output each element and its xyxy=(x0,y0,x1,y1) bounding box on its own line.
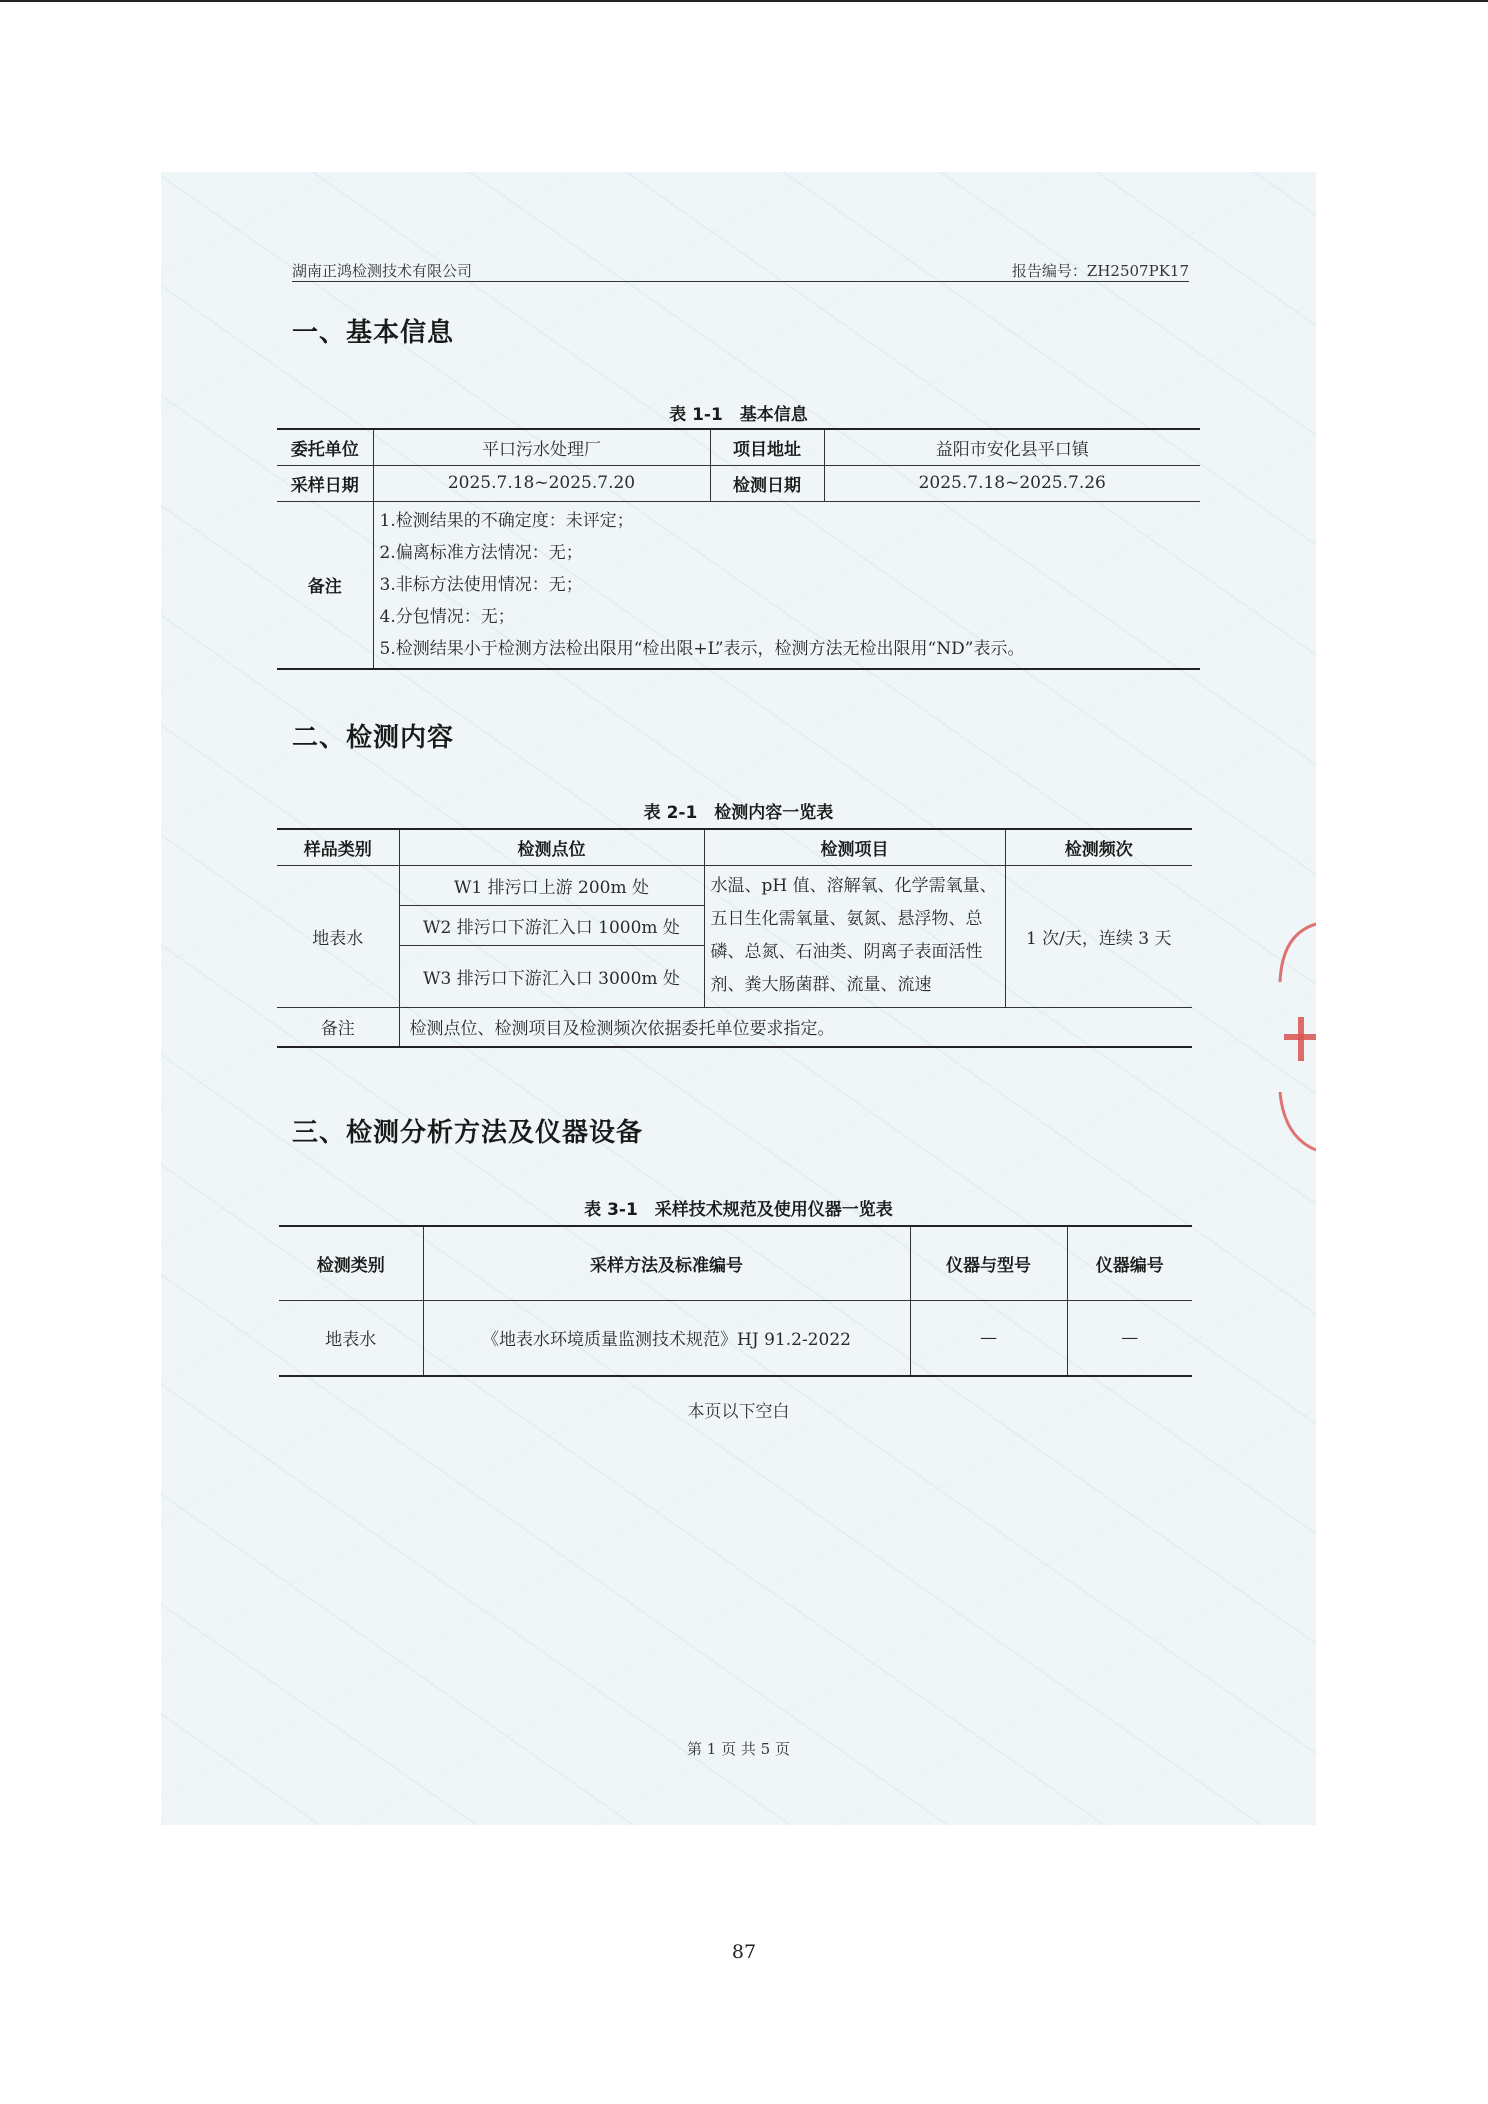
remark-text: 检测点位、检测项目及检测频次依据委托单位要求指定。 xyxy=(399,1007,1192,1047)
table-row xyxy=(277,865,1192,905)
testing-date-value: 2025.7.18~2025.7.26 xyxy=(824,465,1200,501)
col-header: 检测频次 xyxy=(1005,829,1192,865)
remark-label: 备注 xyxy=(277,1007,399,1047)
table1-caption: 表 1-1 基本信息 xyxy=(669,405,808,425)
test-frequency: 1 次/天，连续 3 天 xyxy=(1005,865,1192,1007)
page-count: 第 1 页 共 5 页 xyxy=(687,1740,790,1758)
table-row xyxy=(277,465,1200,501)
col-header: 检测点位 xyxy=(399,829,704,865)
instrument-model: — xyxy=(910,1300,1067,1376)
section2-title: 二、检测内容 xyxy=(292,723,455,753)
table-row xyxy=(277,429,1200,465)
running-header xyxy=(292,260,1189,282)
instrument-number: — xyxy=(1067,1300,1192,1376)
note-line: 3.非标方法使用情况：无； xyxy=(379,574,583,595)
section3-title: 三、检测分析方法及仪器设备 xyxy=(292,1118,644,1148)
col-header: 检测项目 xyxy=(704,829,1005,865)
note-line: 4.分包情况：无； xyxy=(379,606,515,627)
report-number: 报告编号：ZH2507PK17 xyxy=(1011,262,1189,280)
top-border-line xyxy=(0,0,1488,2)
section1-title: 一、基本信息 xyxy=(292,318,455,348)
blank-below-note: 本页以下空白 xyxy=(687,1402,790,1422)
col-header: 样品类别 xyxy=(277,829,399,865)
col-header: 采样方法及标准编号 xyxy=(423,1226,910,1300)
test-category: 地表水 xyxy=(279,1300,423,1376)
note-line: 1.检测结果的不确定度：未评定； xyxy=(379,510,634,531)
table-row xyxy=(279,1300,1192,1376)
table-header-row xyxy=(277,829,1192,865)
test-point: W1 排污口上游 200m 处 xyxy=(399,865,704,905)
sampling-method: 《地表水环境质量监测技术规范》HJ 91.2-2022 xyxy=(423,1300,910,1376)
col-header: 仪器与型号 xyxy=(910,1226,1067,1300)
table-header-row xyxy=(279,1226,1192,1300)
table3-caption: 表 3-1 采样技术规范及使用仪器一览表 xyxy=(584,1200,893,1220)
address-value: 益阳市安化县平口镇 xyxy=(824,429,1200,465)
notes-label: 备注 xyxy=(277,501,373,669)
address-label: 项目地址 xyxy=(710,429,824,465)
testing-date-label: 检测日期 xyxy=(710,465,824,501)
note-line: 2.偏离标准方法情况：无； xyxy=(379,542,583,563)
table-row xyxy=(277,501,1200,669)
col-header: 检测类别 xyxy=(279,1226,423,1300)
sampling-date-value: 2025.7.18~2025.7.20 xyxy=(373,465,710,501)
test-items: 水温、pH 值、溶解氧、化学需氧量、五日生化需氧量、氨氮、悬浮物、总磷、总氮、石油类、阴离子表面活性剂、粪大肠菌群、流量、流速 xyxy=(704,865,1005,1007)
note-line: 5.检测结果小于检测方法检出限用“检出限+L”表示，检测方法无检出限用“ND”表示。 xyxy=(379,638,1025,659)
test-content-table xyxy=(277,828,1192,1048)
basic-info-table xyxy=(277,428,1200,670)
method-equipment-table xyxy=(279,1225,1192,1377)
test-point: W3 排污口下游汇入口 3000m 处 xyxy=(399,945,704,1007)
client-label: 委托单位 xyxy=(277,429,373,465)
sampling-date-label: 采样日期 xyxy=(277,465,373,501)
col-header: 仪器编号 xyxy=(1067,1226,1192,1300)
scanned-report-page xyxy=(161,172,1316,1825)
document-page-number: 87 xyxy=(731,1941,757,1963)
red-seal-stamp-fragment xyxy=(1276,922,1316,1152)
table2-caption: 表 2-1 检测内容一览表 xyxy=(643,803,834,823)
notes-cell xyxy=(373,501,1200,669)
sample-type: 地表水 xyxy=(277,865,399,1007)
test-point: W2 排污口下游汇入口 1000m 处 xyxy=(399,905,704,945)
company-name: 湖南正鸿检测技术有限公司 xyxy=(292,262,473,280)
client-value: 平口污水处理厂 xyxy=(373,429,710,465)
table-row xyxy=(277,1007,1192,1047)
